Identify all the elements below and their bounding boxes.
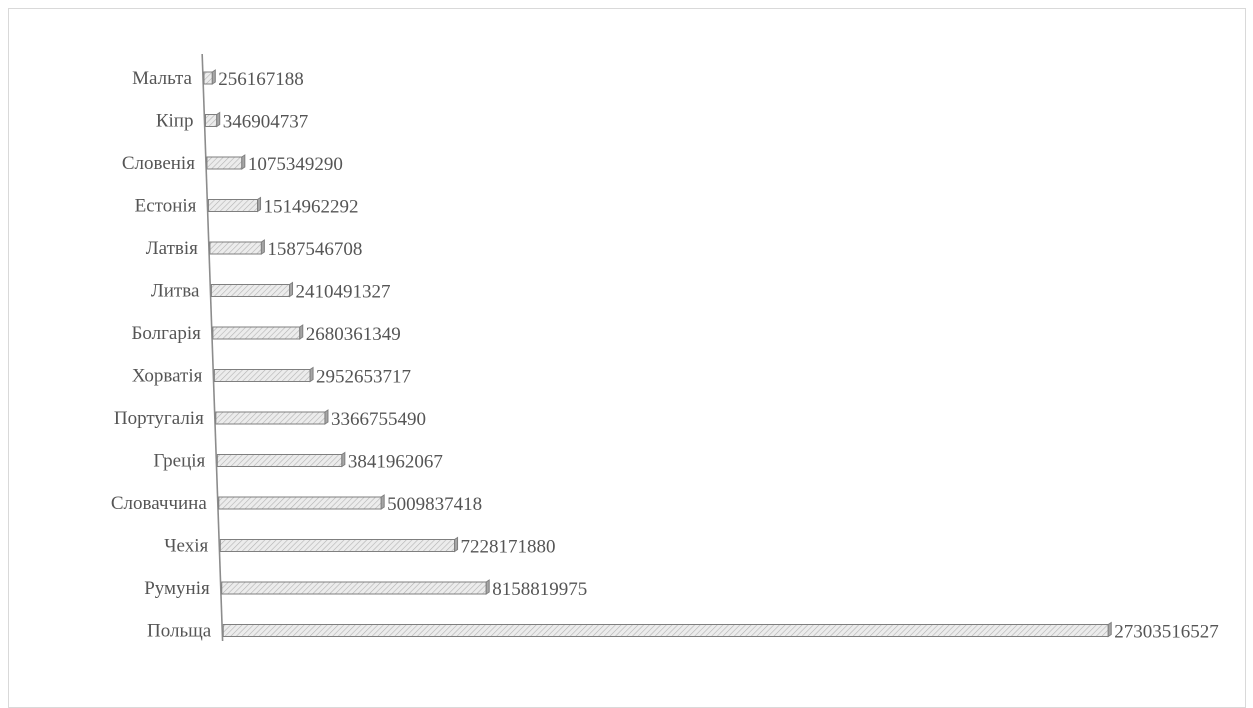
category-label: Румунія [144, 578, 210, 599]
bar [205, 113, 219, 127]
bar [223, 623, 1111, 637]
value-label: 1514962292 [263, 196, 359, 218]
value-label: 5009837418 [387, 494, 483, 515]
category-label: Кіпр [155, 110, 194, 132]
value-label: 1075349290 [247, 154, 343, 175]
bar-side [217, 113, 220, 127]
value-label: 1587546708 [267, 239, 363, 260]
bar-side [310, 368, 313, 382]
value-label: 3841962067 [347, 451, 443, 473]
bar [222, 580, 489, 594]
bar-face [213, 327, 300, 339]
category-label: Словаччина [110, 493, 207, 514]
bar-side [486, 580, 489, 594]
bar [210, 240, 264, 254]
bar [217, 453, 345, 467]
value-label: 2952653717 [316, 366, 412, 388]
bar-face [204, 72, 212, 84]
bar [219, 495, 384, 509]
value-label: 7228171880 [460, 536, 556, 558]
bar-face [207, 157, 242, 169]
bar-face [217, 455, 342, 467]
value-label: 2680361349 [305, 324, 401, 345]
bar [213, 325, 303, 339]
value-label: 346904737 [222, 111, 309, 133]
category-label: Хорватія [131, 365, 203, 387]
value-label: 2410491327 [295, 281, 391, 303]
bar [220, 538, 457, 552]
bar-face [214, 370, 310, 382]
bar-side [290, 283, 293, 297]
value-label: 27303516527 [1114, 621, 1219, 643]
bar-face [220, 540, 454, 552]
category-label: Чехія [164, 535, 209, 557]
bar [204, 70, 215, 84]
bar-face [205, 115, 216, 127]
bar [211, 283, 292, 297]
bar-face [211, 285, 289, 297]
value-label: 3366755490 [330, 409, 426, 430]
category-label: Болгарія [131, 323, 201, 344]
category-label: Словенія [121, 153, 195, 174]
bar [207, 155, 245, 169]
category-label: Латвія [145, 238, 198, 259]
category-label: Естонія [134, 195, 197, 217]
category-label: Греція [153, 450, 206, 472]
chart-frame [8, 8, 1246, 708]
bar-side [1108, 623, 1111, 637]
bar-side [261, 240, 264, 254]
category-label: Польща [147, 620, 212, 642]
bar [214, 368, 313, 382]
category-label: Литва [150, 280, 200, 302]
bar-face [210, 242, 261, 254]
value-label: 8158819975 [492, 579, 588, 600]
bar-face [223, 625, 1108, 637]
value-label: 256167188 [218, 69, 304, 90]
bar-side [455, 538, 458, 552]
bar [208, 198, 260, 212]
bar-chart [9, 9, 1247, 701]
bar-side [242, 155, 245, 169]
bar-side [300, 325, 303, 339]
category-label: Мальта [132, 68, 192, 89]
bar-face [216, 412, 325, 424]
bar-face [208, 200, 257, 212]
bar-side [381, 495, 384, 509]
bar [216, 410, 328, 424]
bar-face [222, 582, 486, 594]
category-label: Португалія [113, 408, 204, 429]
bar-side [212, 70, 215, 84]
bar-side [342, 453, 345, 467]
bar-side [325, 410, 328, 424]
bar-face [219, 497, 381, 509]
bar-side [258, 198, 261, 212]
